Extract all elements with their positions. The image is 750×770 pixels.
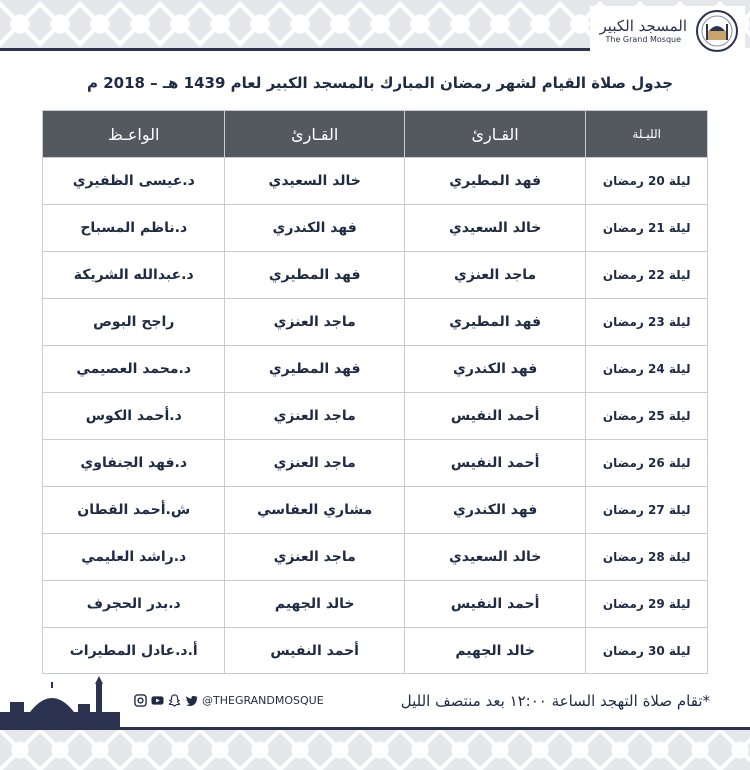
header-night: الليـلة [585,111,707,157]
grand-mosque-logo [590,6,745,56]
page-title: جدول صلاة القيام لشهر رمضان المبارك بالمسجد الكبير لعام 1439 هـ – 2018 م [86,74,674,92]
table-row [43,392,707,439]
table-row [43,251,707,298]
reader-1-cell: أحمد النفيس [404,581,585,627]
mosque-skyline-icon [0,676,120,728]
table-row [43,627,707,674]
preacher-cell: د.عيسى الظفيري [72,173,195,189]
social-links [134,694,324,707]
table-header-row [43,111,707,157]
reader-1-cell: فهد الكندري [404,346,585,392]
preacher-cell: د.عبدالله الشريكة [73,267,194,283]
reader-2-cell: ماجد العنزي [224,393,403,439]
mosque-seal-icon [695,9,739,53]
logo-arabic-name: المسجد الكبير [599,17,687,35]
instagram-icon[interactable] [134,694,147,707]
preacher-cell: ش.أحمد القطان [77,502,191,518]
night-cell: ليلة 29 رمضان [585,581,707,627]
night-cell: ليلة 21 رمضان [585,205,707,251]
twitter-icon[interactable] [185,694,198,707]
preacher-cell: أ.د.عادل المطيرات [69,643,198,659]
night-cell: ليلة 28 رمضان [585,534,707,580]
preacher-cell: راجح البوص [93,314,175,330]
reader-1-cell: أحمد النفيس [404,393,585,439]
youtube-icon[interactable] [151,694,164,707]
reader-1-cell: خالد السعيدي [404,205,585,251]
reader-2-cell: فهد الكندري [224,205,403,251]
reader-1-cell: أحمد النفيس [404,440,585,486]
preacher-cell: د.ناظم المسباح [80,220,188,236]
preacher-cell: د.محمد العصيمي [76,361,192,377]
night-cell: ليلة 25 رمضان [585,393,707,439]
preacher-cell: د.أحمد الكوس [85,408,182,424]
table-row [43,204,707,251]
logo-text [600,17,687,45]
night-cell: ليلة 22 رمضان [585,252,707,298]
tahajjud-footnote: *تقام صلاة التهجد الساعة ١٢:٠٠ بعد منتصف الليل [400,692,710,710]
table-row [43,533,707,580]
header-reader-1: القـارئ [404,111,585,157]
preacher-cell: د.راشد العليمي [81,549,187,565]
header-preacher: الواعـظ [108,124,160,144]
logo-english-name: The Grand Mosque [605,35,682,44]
schedule-table [42,110,708,674]
table-row [43,486,707,533]
reader-1-cell: خالد السعيدي [404,534,585,580]
reader-2-cell: خالد الجهيم [224,581,403,627]
reader-1-cell: فهد الكندري [404,487,585,533]
decorative-bottom-pattern [0,730,750,770]
reader-2-cell: خالد السعيدي [224,158,403,204]
reader-2-cell: ماجد العنزي [224,299,403,345]
reader-2-cell: فهد المطيري [224,252,403,298]
table-row [43,439,707,486]
reader-2-cell: أحمد النفيس [224,628,403,674]
table-row [43,345,707,392]
snapchat-icon[interactable] [168,694,181,707]
night-cell: ليلة 27 رمضان [585,487,707,533]
table-row [43,157,707,204]
reader-2-cell: فهد المطيري [224,346,403,392]
night-cell: ليلة 23 رمضان [585,299,707,345]
night-cell: ليلة 20 رمضان [585,158,707,204]
reader-2-cell: ماجد العنزي [224,440,403,486]
top-divider [0,48,590,51]
reader-1-cell: فهد المطيري [404,299,585,345]
reader-2-cell: مشاري العفاسي [224,487,403,533]
reader-1-cell: خالد الجهيم [404,628,585,674]
table-row [43,580,707,627]
reader-1-cell: ماجد العنزي [404,252,585,298]
table-row [43,298,707,345]
reader-1-cell: فهد المطيري [404,158,585,204]
night-cell: ليلة 26 رمضان [585,440,707,486]
social-handle[interactable]: @THEGRANDMOSQUE [202,694,324,707]
reader-2-cell: ماجد العنزي [224,534,403,580]
night-cell: ليلة 24 رمضان [585,346,707,392]
table-body [43,157,707,674]
header-reader-2: القـارئ [224,111,403,157]
preacher-cell: د.فهد الجنفاوي [80,455,188,471]
preacher-cell: د.بدر الحجرف [86,596,181,612]
night-cell: ليلة 30 رمضان [585,628,707,674]
